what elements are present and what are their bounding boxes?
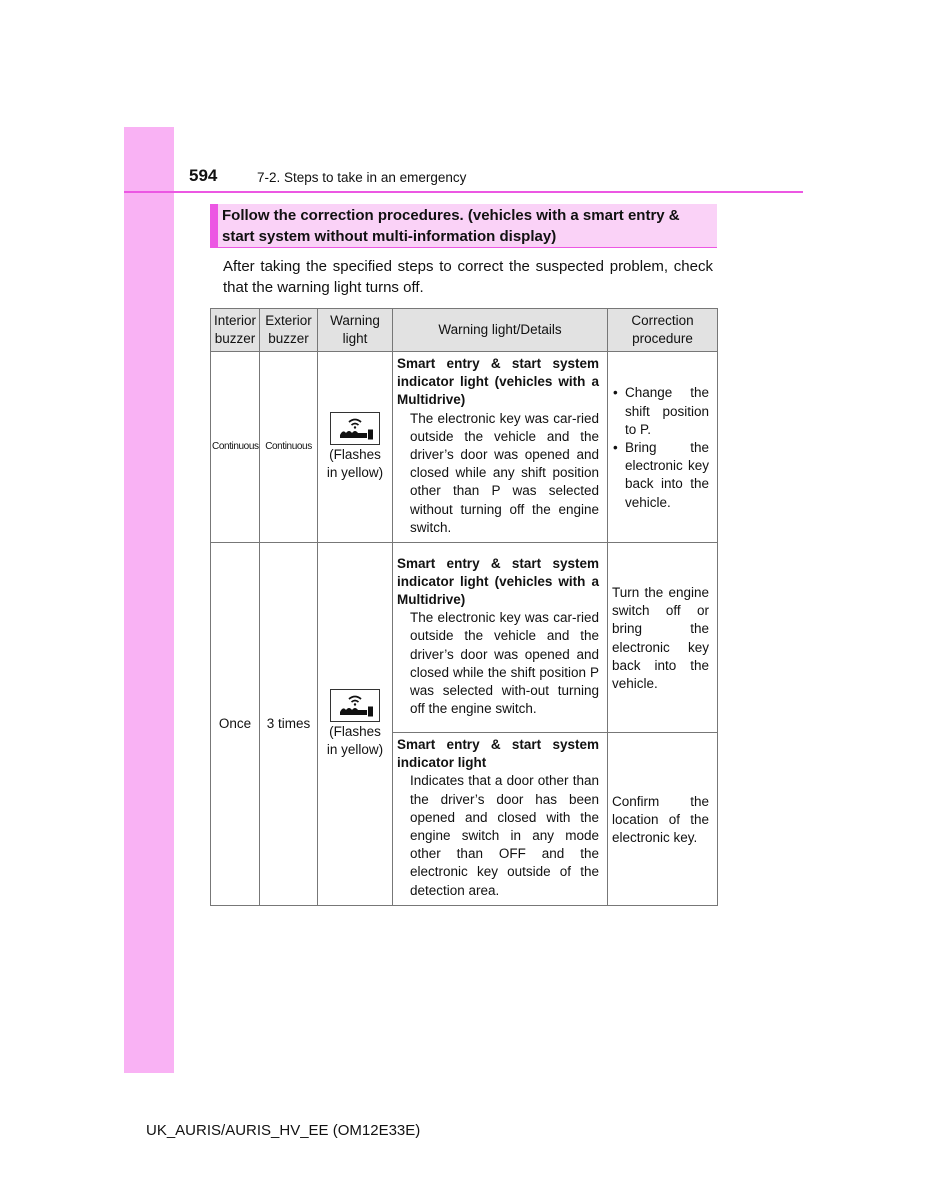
- smart-entry-indicator-icon: [330, 689, 380, 722]
- page-number: 594: [189, 166, 218, 185]
- footer-model-code: UK_AURIS/AURIS_HV_EE (OM12E33E): [146, 1122, 421, 1139]
- table-row: [211, 543, 718, 733]
- correction-cell: [608, 352, 718, 543]
- side-tab-band: [124, 127, 174, 1073]
- correction-text: Turn the engine switch off or bring the electronic key back into the vehicle.: [612, 584, 709, 691]
- header-rule: [124, 191, 803, 193]
- header-correction: Correction procedure: [608, 309, 718, 352]
- details-body: Indicates that a door other than the driver’s door has been opened and closed with the engine switch in any mode other than OFF and the electronic key outside of the detection area.: [410, 773, 599, 898]
- details-cell: [393, 733, 608, 906]
- warning-caption: in yellow): [326, 741, 384, 757]
- details-cell: [393, 352, 608, 543]
- details-title: Smart entry & start system indicator light (vehicles with a Multidrive): [397, 356, 599, 408]
- warning-table: [210, 308, 718, 906]
- header-interior-buzzer: Interior buzzer: [211, 309, 260, 352]
- warning-caption: (Flashes: [329, 446, 381, 462]
- header-warning-light: Warning light: [318, 309, 393, 352]
- header-details: Warning light/Details: [393, 309, 608, 352]
- details-body: The electronic key was car-ried outside the vehicle and the driver’s door was opened and closed while any shift position other than P was selected without turning off the engine switch.: [410, 410, 599, 535]
- interior-buzzer-cell: Once: [211, 543, 260, 906]
- header-exterior-buzzer: Exterior buzzer: [260, 309, 318, 352]
- smart-entry-indicator-icon: [330, 412, 380, 445]
- exterior-buzzer-cell: Continuous: [260, 352, 318, 543]
- intro-paragraph: After taking the specified steps to correct the suspected problem, check that the warning light turns off.: [223, 258, 713, 296]
- warning-light-cell: [318, 352, 393, 543]
- correction-cell: [608, 733, 718, 906]
- warning-caption: in yellow): [326, 465, 384, 481]
- correction-step: • Bring the electronic key back into the vehicle.: [612, 439, 709, 512]
- procedure-heading: Follow the correction procedures. (vehicles with a smart entry & start system without multi-information display): [222, 207, 680, 245]
- warning-caption: (Flashes: [329, 723, 381, 739]
- correction-text: Confirm the location of the electronic key.: [612, 793, 709, 846]
- correction-cell: [608, 543, 718, 733]
- exterior-buzzer-cell: 3 times: [260, 543, 318, 906]
- table-header-row: [211, 309, 718, 352]
- section-title: 7-2. Steps to take in an emergency: [257, 170, 467, 185]
- details-title: Smart entry & start system indicator light (vehicles with a Multidrive): [397, 555, 599, 608]
- details-title: Smart entry & start system indicator light: [397, 737, 599, 771]
- details-cell: [393, 543, 608, 733]
- table-row: [211, 352, 718, 543]
- warning-light-cell: [318, 543, 393, 906]
- details-body: The electronic key was car-ried outside the vehicle and the driver’s door was opened and closed while the shift position P was selected with-out turning off the engine switch.: [410, 610, 599, 717]
- correction-step: • Change the shift position to P.: [612, 384, 709, 439]
- interior-buzzer-cell: Continuous: [211, 352, 260, 543]
